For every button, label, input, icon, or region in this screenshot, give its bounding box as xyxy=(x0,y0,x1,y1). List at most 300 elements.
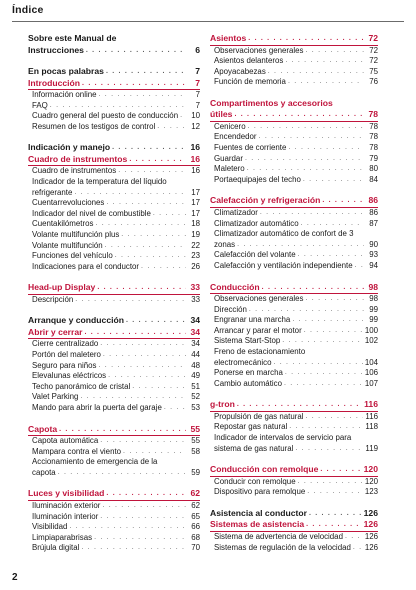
toc-subentry xyxy=(28,198,200,209)
toc-line xyxy=(214,358,378,369)
toc-section-entry xyxy=(210,399,378,411)
toc-line xyxy=(32,457,200,468)
toc-section-entry xyxy=(28,327,200,339)
dot-leader xyxy=(141,262,186,273)
toc-line xyxy=(214,444,378,455)
toc-entry-page: 120 xyxy=(364,476,378,486)
toc-entry-page: 58 xyxy=(191,446,200,456)
dot-leader xyxy=(285,56,364,67)
toc-entry-title: Volante multifunción plus xyxy=(32,229,120,239)
dot-leader xyxy=(248,33,364,45)
toc-subentry xyxy=(210,164,378,175)
dot-leader xyxy=(82,78,186,90)
dot-leader xyxy=(304,326,363,337)
toc-entry-title: Elevalunas eléctricos xyxy=(32,371,107,381)
toc-entry-page: 65 xyxy=(191,511,200,521)
toc-entry-title: Arranque y conducción xyxy=(28,315,124,326)
toc-chapter-entry xyxy=(28,66,200,78)
toc-entry-page: 100 xyxy=(364,325,378,335)
dot-leader xyxy=(307,487,363,498)
dot-leader xyxy=(153,209,186,220)
toc-entry-page: 10 xyxy=(191,111,200,121)
dot-leader xyxy=(95,219,186,230)
toc-entry-title: Climatizador automático de confort de 3 xyxy=(214,229,354,239)
toc-entry-page: 75 xyxy=(369,66,378,76)
toc-entry-page: 78 xyxy=(369,143,378,153)
dot-leader xyxy=(50,101,186,112)
dot-leader xyxy=(273,358,362,369)
toc-subentry xyxy=(28,122,200,133)
toc-entry-title: Techo panorámico de cristal xyxy=(32,381,131,391)
toc-subentry xyxy=(28,512,200,523)
toc-subentry xyxy=(28,392,200,403)
toc-entry-title: Descripción xyxy=(32,294,74,304)
dot-leader xyxy=(100,512,186,523)
toc-entry-page: 126 xyxy=(363,507,378,518)
dot-leader xyxy=(99,361,187,372)
toc-entry-title: Sistemas de asistencia xyxy=(210,519,305,530)
dot-leader xyxy=(59,424,186,436)
toc-subentry xyxy=(210,477,378,488)
toc-entry-title: electromecánico xyxy=(214,357,272,367)
toc-subentry xyxy=(210,56,378,67)
dot-leader xyxy=(69,522,186,533)
dot-leader xyxy=(81,543,186,554)
toc-entry-title: Indicación y manejo xyxy=(28,142,111,153)
toc-line xyxy=(32,468,200,479)
dot-leader xyxy=(121,230,186,241)
toc-section-entry xyxy=(210,464,378,476)
toc-entry-page: 22 xyxy=(191,240,200,250)
dot-leader xyxy=(247,164,364,175)
toc-subentry xyxy=(210,326,378,337)
toc-entry-title: Iluminación interior xyxy=(32,511,99,521)
dot-leader xyxy=(262,282,364,294)
dot-leader xyxy=(288,143,364,154)
page-header: Índice xyxy=(12,4,44,16)
toc-section-entry xyxy=(28,78,200,90)
toc-subentry xyxy=(28,295,200,306)
toc-subentry xyxy=(210,294,378,305)
dot-leader xyxy=(345,532,363,543)
dot-leader xyxy=(157,122,186,133)
dot-leader xyxy=(259,132,364,143)
toc-entry-title: Asientos delanteros xyxy=(214,56,284,66)
toc-entry-title: Portaequipajes del techo xyxy=(214,174,301,184)
toc-subentry xyxy=(210,46,378,57)
toc-subentry xyxy=(28,533,200,544)
toc-subentry xyxy=(210,67,378,78)
toc-entry-page: 107 xyxy=(364,378,378,388)
toc-subentry xyxy=(28,350,200,361)
dot-leader xyxy=(105,241,186,252)
toc-subentry xyxy=(210,77,378,88)
toc-entry-page: 72 xyxy=(369,45,378,55)
toc-entry-title: Cuadro general del puesto de conducción xyxy=(32,111,179,121)
dot-leader xyxy=(100,436,186,447)
toc-entry-title: Brújula digital xyxy=(32,543,80,553)
dot-leader xyxy=(306,519,362,531)
toc-subentry xyxy=(28,457,200,478)
toc-entry-page: 48 xyxy=(191,360,200,370)
toc-entry-page: 116 xyxy=(365,411,378,421)
dot-leader xyxy=(58,468,186,479)
dot-leader xyxy=(298,477,363,488)
toc-subentry xyxy=(210,250,378,261)
dot-leader xyxy=(106,488,186,500)
toc-entry-page: 78 xyxy=(369,132,378,142)
dot-leader xyxy=(164,403,186,414)
toc-entry-page: 33 xyxy=(190,282,200,293)
toc-entry-page: 99 xyxy=(369,315,378,325)
toc-entry-page: 118 xyxy=(365,422,378,432)
dot-leader xyxy=(245,154,364,165)
toc-entry-page: 90 xyxy=(369,239,378,249)
toc-entry-title: Calefacción y refrigeración xyxy=(210,195,321,206)
toc-entry-page: 53 xyxy=(191,402,200,412)
toc-entry-page: 55 xyxy=(191,436,200,446)
toc-entry-page: 72 xyxy=(369,56,378,66)
toc-entry-title: Observaciones generales xyxy=(214,294,304,303)
dot-leader xyxy=(74,188,186,199)
toc-entry-title: Mampara contra el viento xyxy=(32,446,122,456)
toc-entry-page: 76 xyxy=(369,77,378,87)
toc-line xyxy=(210,109,378,121)
dot-leader xyxy=(84,327,186,339)
toc-entry-title: Fuentes de corriente xyxy=(214,143,287,153)
toc-subentry xyxy=(210,433,378,454)
toc-entry-page: 62 xyxy=(191,500,200,510)
toc-entry-page: 78 xyxy=(368,109,378,120)
toc-entry-page: 123 xyxy=(364,487,378,497)
dot-leader xyxy=(284,379,363,390)
toc-entry-page: 79 xyxy=(369,153,378,163)
toc-subentry xyxy=(28,166,200,177)
toc-entry-page: 86 xyxy=(368,195,378,206)
dot-leader xyxy=(322,195,364,207)
toc-entry-title: Calefacción del volante xyxy=(214,250,296,260)
toc-entry-title: Visibilidad xyxy=(32,522,68,532)
dot-leader xyxy=(260,208,364,219)
toc-entry-page: 23 xyxy=(191,251,200,261)
dot-leader xyxy=(355,261,364,272)
toc-entry-title: Maletero xyxy=(214,164,245,174)
toc-entry-page: 6 xyxy=(195,44,200,55)
toc-subentry xyxy=(210,315,378,326)
toc-entry-page: 86 xyxy=(369,207,378,217)
toc-subentry xyxy=(210,208,378,219)
toc-entry-title: Función de memoria xyxy=(214,77,286,87)
toc-entry-title: Cuadro de instrumentos xyxy=(28,153,128,164)
toc-entry-title: Resumen de los testigos de control xyxy=(32,121,156,131)
toc-section-entry xyxy=(210,519,378,531)
dot-leader xyxy=(106,66,186,78)
toc-subentry xyxy=(210,143,378,154)
toc-entry-title: Indicador del nivel de combustible xyxy=(32,208,151,218)
toc-entry-title: Portón del maletero xyxy=(32,350,101,359)
header-rule xyxy=(12,21,404,22)
toc-entry-title: Volante multifunción xyxy=(32,240,103,250)
toc-entry-title: Asientos xyxy=(210,33,247,43)
toc-entry-page: 7 xyxy=(195,90,200,99)
toc-subentry xyxy=(210,487,378,498)
toc-entry-title: Climatizador xyxy=(214,207,258,217)
toc-entry-page: 18 xyxy=(191,219,200,229)
dot-leader xyxy=(303,175,364,186)
toc-entry-title: Indicador de intervalos de servicio para xyxy=(214,433,352,443)
dot-leader xyxy=(292,315,364,326)
toc-entry-title: Valet Parking xyxy=(32,392,79,402)
toc-entry-title: g-tron xyxy=(210,399,235,410)
toc-subentry xyxy=(210,412,378,423)
toc-entry-title: Capota automática xyxy=(32,436,99,446)
toc-entry-title: Cuadro de instrumentos xyxy=(32,166,117,176)
toc-entry-page: 34 xyxy=(190,315,200,326)
toc-entry-title: Cuentakilómetros xyxy=(32,219,94,229)
toc-entry-page: 106 xyxy=(364,368,378,378)
dot-leader xyxy=(75,295,186,306)
toc-entry-page: 68 xyxy=(191,532,200,542)
toc-line xyxy=(214,347,378,358)
toc-entry-page: 119 xyxy=(365,443,378,453)
toc-entry-page: 34 xyxy=(190,326,200,337)
dot-leader xyxy=(309,508,362,520)
toc-subentry xyxy=(210,543,378,554)
toc-subentry xyxy=(210,532,378,543)
toc-entry-title: Sistema Start-Stop xyxy=(214,336,281,346)
dot-leader xyxy=(102,501,186,512)
toc-entry-title: Cierre centralizado xyxy=(32,339,99,349)
toc-entry-title: FAQ xyxy=(32,100,48,110)
dot-leader xyxy=(234,109,364,121)
toc-subentry xyxy=(28,251,200,262)
toc-line xyxy=(28,45,200,57)
toc-entry-page: 7 xyxy=(195,77,200,88)
toc-entry-page: 84 xyxy=(369,174,378,184)
toc-entry-page: 116 xyxy=(364,399,378,410)
toc-entry-title: Calefacción y ventilación independiente xyxy=(214,260,353,270)
toc-subentry xyxy=(210,347,378,368)
toc-entry-title: Indicador de la temperatura del líquido xyxy=(32,176,167,186)
dot-leader xyxy=(353,543,363,554)
toc-entry-page: 12 xyxy=(191,121,200,131)
toc-entry-page: 72 xyxy=(368,33,378,43)
toc-entry-page: 16 xyxy=(190,142,200,153)
toc-entry-title: Asistencia al conductor xyxy=(210,507,307,518)
toc-entry-page: 87 xyxy=(369,218,378,228)
toc-entry-title: sistema de gas natural xyxy=(214,443,294,453)
toc-subentry xyxy=(210,229,378,250)
toc-section-entry xyxy=(28,282,200,294)
toc-entry-title: Dirección xyxy=(214,304,247,314)
dot-leader xyxy=(94,533,186,544)
toc-subentry xyxy=(28,522,200,533)
toc-entry-page: 34 xyxy=(191,339,200,349)
dot-leader xyxy=(86,45,186,57)
dot-leader xyxy=(80,392,186,403)
toc-line xyxy=(28,33,200,45)
dot-leader xyxy=(285,368,363,379)
toc-entry-title: Funciones del vehículo xyxy=(32,251,113,261)
toc-entry-title: Cuentarrevoluciones xyxy=(32,198,105,208)
toc-entry-page: 102 xyxy=(364,336,378,346)
toc-chapter-entry xyxy=(28,142,200,154)
toc-entry-title: Head-up Display xyxy=(28,282,96,293)
dot-leader xyxy=(112,142,186,154)
toc-column-left xyxy=(28,33,200,554)
toc-entry-page: 33 xyxy=(191,294,200,304)
toc-entry-title: refrigerante xyxy=(32,187,73,197)
toc-subentry xyxy=(210,175,378,186)
toc-chapter-entry xyxy=(28,33,200,56)
toc-entry-title: Conducción xyxy=(210,281,260,292)
dot-leader xyxy=(305,294,364,305)
toc-entry-page: 26 xyxy=(191,261,200,271)
toc-entry-page: 104 xyxy=(364,357,378,367)
toc-entry-page: 98 xyxy=(369,294,378,303)
dot-leader xyxy=(248,122,364,133)
toc-entry-page: 80 xyxy=(369,164,378,174)
dot-leader xyxy=(115,251,186,262)
toc-subentry xyxy=(28,90,200,101)
toc-entry-page: 98 xyxy=(368,281,378,292)
dot-leader xyxy=(106,198,186,209)
toc-entry-page: 78 xyxy=(369,121,378,131)
toc-entry-page: 55 xyxy=(190,423,200,434)
dot-leader xyxy=(129,154,186,166)
toc-subentry xyxy=(28,371,200,382)
toc-subentry xyxy=(28,262,200,273)
toc-subentry xyxy=(28,209,200,220)
toc-entry-title: Conducir con remolque xyxy=(214,476,296,486)
toc-entry-title: útiles xyxy=(210,109,233,120)
toc-entry-page: 17 xyxy=(191,187,200,197)
toc-section-entry xyxy=(28,488,200,500)
toc-entry-title: Introducción xyxy=(28,77,81,88)
dot-leader xyxy=(180,111,186,122)
toc-line xyxy=(32,188,200,199)
toc-entry-page: 17 xyxy=(191,198,200,208)
toc-section-entry xyxy=(28,424,200,436)
toc-entry-title: zonas xyxy=(214,239,236,249)
toc-entry-title: Instrucciones xyxy=(28,44,84,55)
toc-entry-page: 52 xyxy=(191,392,200,402)
toc-entry-title: Luces y visibilidad xyxy=(28,488,105,499)
dot-leader xyxy=(126,315,186,327)
toc-entry-title: Sobre este Manual de xyxy=(28,33,117,43)
toc-subentry xyxy=(210,368,378,379)
toc-subentry xyxy=(28,501,200,512)
toc-entry-page: 7 xyxy=(195,66,200,76)
toc-section-entry xyxy=(210,33,378,45)
toc-subentry xyxy=(210,305,378,316)
dot-leader xyxy=(282,336,363,347)
toc-entry-page: 44 xyxy=(191,350,200,359)
toc-entry-page: 16 xyxy=(191,166,200,176)
dot-leader xyxy=(108,371,186,382)
toc-subentry xyxy=(28,339,200,350)
toc-entry-page: 93 xyxy=(369,250,378,260)
toc-entry-page: 17 xyxy=(191,208,200,218)
toc-entry-title: Conducción con remolque xyxy=(210,464,319,475)
toc-subentry xyxy=(210,422,378,433)
toc-entry-title: Climatizador automático xyxy=(214,218,299,228)
toc-entry-title: Repostar gas natural xyxy=(214,422,288,432)
toc-entry-title: En pocas palabras xyxy=(28,66,104,76)
toc-entry-title: Compartimentos y accesorios xyxy=(210,97,333,108)
toc-subentry xyxy=(28,543,200,554)
dot-leader xyxy=(132,382,186,393)
toc-section-entry xyxy=(210,98,378,121)
toc-entry-title: Apoyacabezas xyxy=(214,66,266,76)
toc-subentry xyxy=(210,219,378,230)
toc-chapter-entry xyxy=(28,315,200,327)
toc-entry-title: Sistema de advertencia de velocidad xyxy=(214,531,343,541)
toc-entry-title: Engranar una marcha xyxy=(214,315,291,325)
toc-subentry xyxy=(28,403,200,414)
toc-line xyxy=(214,240,378,251)
toc-entry-page: 49 xyxy=(191,371,200,381)
toc-entry-title: Iluminación exterior xyxy=(32,500,101,510)
dot-leader xyxy=(288,77,364,88)
toc-entry-title: Cenicero xyxy=(214,121,246,131)
toc-subentry xyxy=(210,154,378,165)
toc-entry-page: 66 xyxy=(191,522,200,532)
toc-entry-title: Freno de estacionamiento xyxy=(214,346,306,356)
toc-entry-page: 19 xyxy=(191,229,200,239)
toc-subentry xyxy=(28,241,200,252)
toc-entry-page: 126 xyxy=(364,542,378,552)
dot-leader xyxy=(298,250,364,261)
dot-leader xyxy=(123,447,186,458)
dot-leader xyxy=(237,240,364,251)
toc-line xyxy=(214,433,378,444)
dot-leader xyxy=(320,464,361,476)
dot-leader xyxy=(306,412,364,423)
dot-leader xyxy=(237,399,362,411)
toc-entry-title: Indicaciones para el conductor xyxy=(32,261,140,271)
toc-entry-title: Mando para abrir la puerta del garaje xyxy=(32,402,162,412)
toc-entry-page: 94 xyxy=(369,260,378,270)
toc-entry-title: Arrancar y parar el motor xyxy=(214,325,302,335)
toc-entry-title: Seguro para niños xyxy=(32,360,97,370)
toc-chapter-entry xyxy=(210,508,378,520)
toc-section-entry xyxy=(210,282,378,294)
toc-subentry xyxy=(28,111,200,122)
dot-leader xyxy=(249,305,364,316)
toc-line xyxy=(32,177,200,188)
dot-leader xyxy=(118,166,186,177)
toc-section-entry xyxy=(210,195,378,207)
toc-subentry xyxy=(28,447,200,458)
toc-entry-title: Encendedor xyxy=(214,132,257,142)
toc-entry-page: 59 xyxy=(191,467,200,477)
toc-subentry xyxy=(210,336,378,347)
toc-subentry xyxy=(210,261,378,272)
toc-entry-title: Cambio automático xyxy=(214,378,282,388)
toc-entry-title: Propulsión de gas natural xyxy=(214,411,304,421)
toc-entry-page: 120 xyxy=(363,464,378,475)
toc-entry-page: 16 xyxy=(190,153,200,164)
toc-column-right xyxy=(210,33,378,553)
toc-subentry xyxy=(210,132,378,143)
toc-entry-page: 7 xyxy=(195,100,200,110)
toc-subentry xyxy=(28,177,200,198)
toc-entry-page: 62 xyxy=(190,488,200,499)
dot-leader xyxy=(295,444,363,455)
toc-subentry xyxy=(210,379,378,390)
toc-entry-title: Limpiaparabrisas xyxy=(32,532,93,542)
